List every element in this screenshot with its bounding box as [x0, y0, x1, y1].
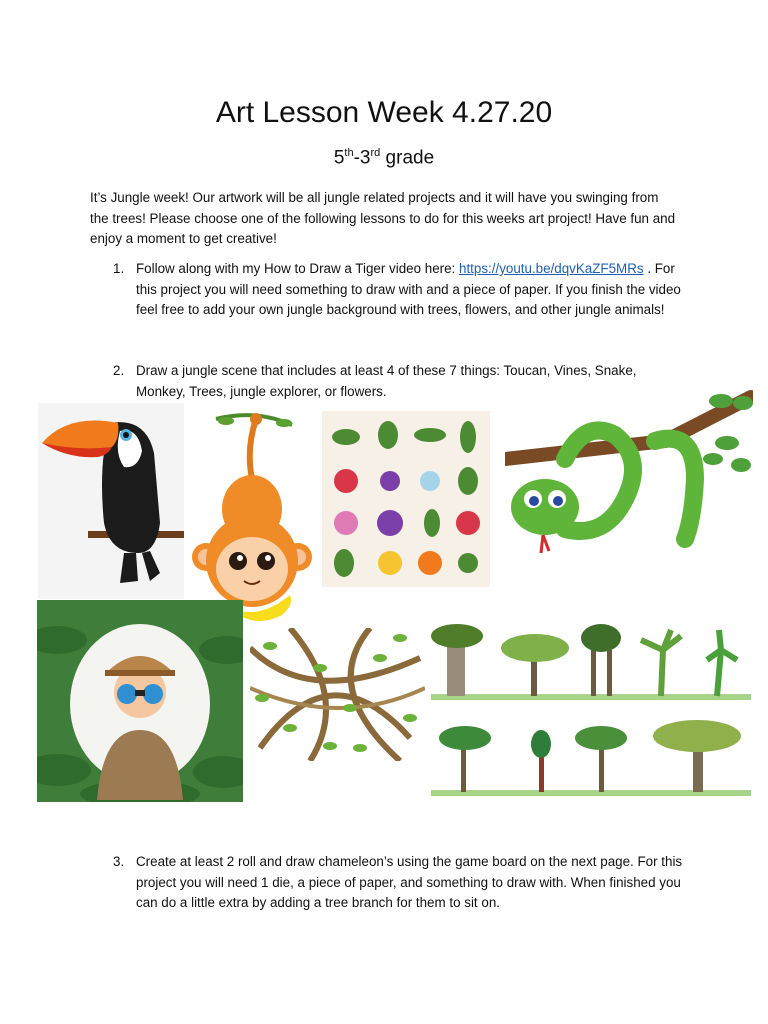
grade-separator: -	[353, 147, 360, 169]
toucan-icon	[38, 403, 184, 599]
video-link[interactable]: https://youtu.be/dqvKaZF5MRs	[459, 261, 644, 276]
snake-icon	[505, 389, 753, 567]
monkey-icon	[186, 409, 316, 631]
intro-paragraph: It’s Jungle week! Our artwork will be all jungle related projects and it will have you swinging from the trees! Please choose one of the following lessons to do for this weeks art project! Have fun and enjoy a moment to get creative!	[90, 190, 676, 246]
grade-label: grade	[380, 147, 435, 169]
explorer-image	[37, 600, 243, 802]
lesson-number: 1.	[113, 261, 125, 276]
flowers-icon	[322, 411, 490, 587]
grade-low-suffix: rd	[370, 147, 381, 159]
lesson-number: 3.	[113, 854, 125, 869]
snake-image	[505, 389, 753, 567]
lesson-text: Draw a jungle scene that includes at least 4 of these 7 things: Toucan, Vines, Snake, Monkey, Trees, jungle explorer, or flowers.	[136, 363, 637, 399]
grade-low: 3	[359, 147, 371, 169]
vines-icon	[250, 628, 425, 761]
grade-high-suffix: th	[344, 147, 354, 159]
explorer-icon	[37, 600, 243, 802]
lesson-text	[136, 259, 683, 321]
lesson-number: 2.	[113, 363, 125, 378]
lesson-text: Create at least 2 roll and draw chameleon’s using the game board on the next page. For this project you will need 1 die, a piece of paper, and something to draw with. When finished you can do a little extra by adding a tree branch for them to sit on.	[136, 854, 683, 910]
lesson-item-1	[113, 259, 683, 321]
lesson-text-after-link: . For this project you will need something to draw with and a piece of paper. If you finish the video feel free to add your own jungle background with trees, flowers, and other jungle animals!	[136, 261, 681, 317]
trees-image	[431, 620, 751, 800]
flowers-image	[322, 411, 490, 587]
lesson-text-before-link: Follow along with my How to Draw a Tiger video here:	[136, 261, 459, 276]
monkey-image	[186, 409, 316, 631]
grade-subtitle	[0, 147, 768, 169]
trees-icon	[431, 620, 751, 800]
toucan-image	[38, 403, 184, 599]
lesson-item-3	[113, 852, 683, 914]
grade-high: 5	[333, 147, 345, 169]
page-title: Art Lesson Week 4.27.20	[215, 96, 553, 129]
vines-image	[250, 628, 425, 761]
